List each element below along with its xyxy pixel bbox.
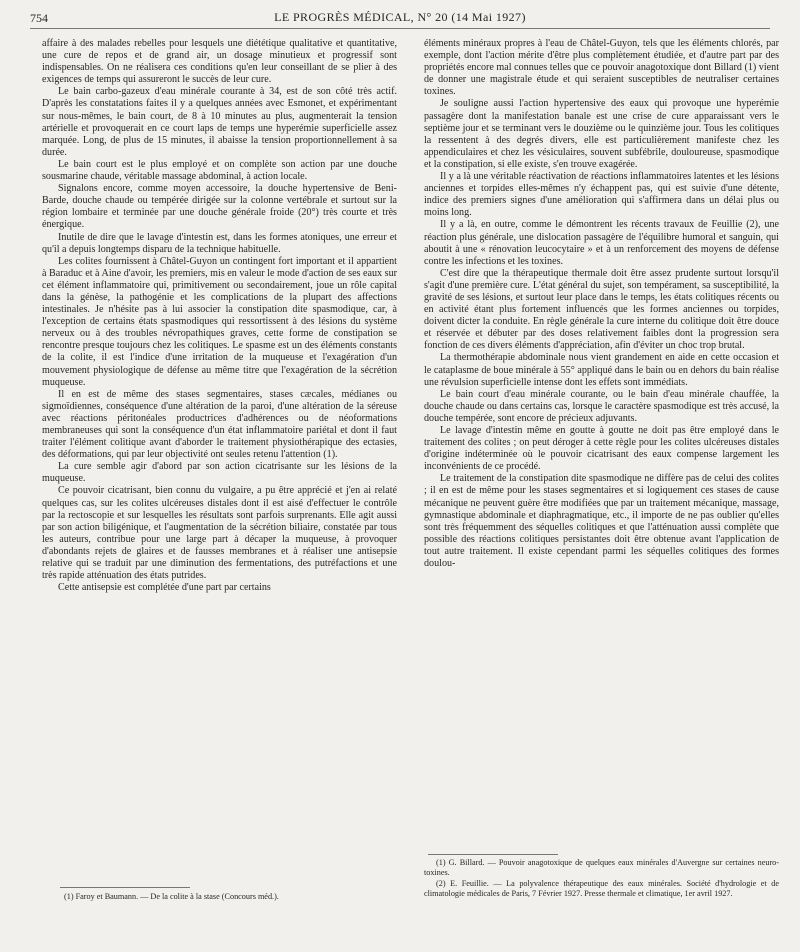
- page-header: [30, 8, 770, 29]
- paragraph: Le traitement de la constipation dite spasmodique ne diffère pas de celui des colites ; il en est de même pour les stases segmentaires et si logiquement ces stases de cause mécanique ne peuvent guère être modifiées que par un traitement mécanique, massage, gymnastique abdominale et diaphragmatique, etc., il importe de ne pas oublier qu'elles sont très fréquemment des séquelles colitiques et que l'atténuation aussi complète que possible des réactions colitiques persistantes doit être obtenue avant l'application de tout autre traitement. Il existe cependant parmi les séquelles colitiques des formes doulou-: [424, 473, 779, 570]
- paragraph: Il y a là une véritable réactivation de réactions inflammatoires latentes et les lésions anciennes et torpides elles-mêmes n'y échappent pas, qui est suivie d'une détente, indice des premiers signes d'une amélioration qui s'affirmera dans un délai plus ou moins long.: [424, 171, 779, 219]
- paragraph: Signalons encore, comme moyen accessoire, la douche hypertensive de Beni-Barde, douche chaude ou tempérée dirigée sur la colonne vertébrale et surtout sur la région lombaire et terminée par une douche générale froide (20°) très courte et très énergique.: [42, 183, 397, 231]
- paragraph: Il y a là, en outre, comme le démontrent les récents travaux de Feuillie (2), une réaction plus générale, une dislocation passagère de l'équilibre humoral et sanguin, qui aboutit à une « rénovation leucocytaire » et à un renforcement des moyens de défense contre les infections et les toxines.: [424, 219, 779, 267]
- paragraph: Le bain court d'eau minérale courante, ou le bain d'eau minérale chauffée, la douche chaude ou dans certains cas, lorsque le caractère spasmodique est très accusé, la douche tempérée, sont encore de précieux adjuvants.: [424, 388, 779, 424]
- paragraph: C'est dire que la thérapeutique thermale doit être assez prudente surtout lorsqu'il s'agit d'une première cure. L'état général du sujet, son tempérament, sa susceptibilité, la gravité de ses lésions, et surtout leur place dans le temps, les états colitiques récents ou en activité étant plus fortement influencés que les formes anciennes ou torpides, doivent dicter la conduite. En règle générale la cure interne du colitique doit être douce et réservée et débuter par des doses relativement faibles dont la progression sera fonction de ces divers éléments d'appréciation, afin d'éviter un choc trop brutal.: [424, 267, 779, 352]
- footnote-divider: [60, 887, 190, 888]
- paragraph: Je souligne aussi l'action hypertensive des eaux qui provoque une hyperémie passagère dont la manifestation banale est une crise de cure apparaissant vers le septième jour et se terminant vers le douzième ou le quinzième jour. Tous les colitiques la ressentent à des degrés divers, elle est particulièrement manifeste chez les appendiculaires et chez les vésiculaires, souvent subfébrile, douloureuse, spasmodique et la constipation, si elle existe, s'en trouve exagérée.: [424, 98, 779, 170]
- paragraph: Les colites fournissent à Châtel-Guyon un contingent fort important et il appartient à Baraduc et à Aine d'avoir, les premiers, mis en valeur le mode d'action de ses eaux sur cet élément inflammatoire qui, primitivement ou secondairement, joue un rôle capital dans la génèse, la pathogénie et les complications de la plupart des affections intestinales. Je n'hésite pas à lui associer la constipation dite spasmodique, car, à l'exception de certains états spasmodiques qui ressortissent à des lésions du système nerveux ou à des troubles névropathiques graves, cette forme de constipation se rencontre presque toujours chez les colitiques. Le spasme est un des éléments constants de la colite, il est l'indice d'une irritation de la muqueuse et l'exagération d'un mouvement physiologique de défense au même titre que l'exagération de la sécrétion muqueuse.: [42, 255, 397, 388]
- paragraph: Inutile de dire que le lavage d'intestin est, dans les formes atoniques, une erreur et qu'il a depuis longtemps disparu de la technique habituelle.: [42, 231, 397, 255]
- paragraph: éléments minéraux propres à l'eau de Châtel-Guyon, tels que les éléments chlorés, par exemple, dont l'action mérite d'être plus complètement étudiée, et d'autre part par des propriétés encore mal connues telles que ce pouvoir anagotoxique dont Billard (1) vient de donner une magistrale étude et qui seraient susceptibles de neutraliser certaines toxines.: [424, 38, 779, 98]
- paragraph: Cette antisepsie est complétée d'une part par certains: [58, 582, 271, 594]
- footnote: (1) G. Billard. — Pouvoir anagotoxique de quelques eaux minérales d'Auvergne sur certaines neuro-toxines.: [424, 858, 779, 878]
- running-title: LE PROGRÈS MÉDICAL, N° 20 (14 Mai 1927): [274, 10, 526, 24]
- paragraph: Le bain carbo-gazeux d'eau minérale courante à 34, est de son côté très actif. D'après les constatations faites il y a quelques années avec Esmonet, et expérimentant sur nous-mêmes, le bain court, de 8 à 10 minutes au plus, augmenterait la tension artérielle et provoquerait en ce court laps de temps une hyperémie superficielle assez marquée. Long, de plus de 15 minutes, il abaisse la tension proportionnellement à sa durée.: [42, 86, 397, 158]
- paragraph: La cure semble agir d'abord par son action cicatrisante sur les lésions de la muqueuse.: [42, 461, 397, 485]
- paragraph: Il en est de même des stases segmentaires, stases cæcales, médianes ou sigmoïdiennes, conséquence d'une altération de la paroi, d'une altération de la séreuse avec réactions péritonéales productrices d'adhérences ou de néoformations membraneuses qui sont la conséquence d'un état inflammatoire pariétal et dont il faut traiter l'élément colitique avant d'aborder le traitement physiothérapique des ectasies, des déformations, qui par leur objectivité ont seules retenu l'attention (1).: [42, 388, 397, 461]
- page-number: 754: [30, 11, 48, 25]
- footnote: (1) Faroy et Baumann. — De la colite à la stase (Concours méd.).: [64, 892, 279, 901]
- footnote-divider: [428, 854, 558, 855]
- paragraph: Le lavage d'intestin même en goutte à goutte ne doit pas être employé dans le traitement des colites ; on peut déroger à cette règle pour les colites ulcéreuses distales d'origine indéterminée où le pouvoir cicatrisant des eaux compense largement les inconvénients de ce procédé.: [424, 425, 779, 473]
- footnote: (2) E. Feuillie. — La polyvalence thérapeutique des eaux minérales. Société d'hydrologie et de climatologie médicales de Paris, 7 Février 1927. Presse thermale et climatique, 1er avril 1927.: [424, 878, 779, 899]
- footnotes-left: [52, 892, 392, 902]
- left-column: [42, 38, 397, 594]
- paragraph: affaire à des malades rebelles pour lesquels une diététique qualitative et quantitative, une cure de repos et de grand air, un dosage minutieux et progressif sont indispensables. On ne réalisera ces conditions qu'en leur conseillant de se plier à des exigences de temps qui assureront le succès de leur cure.: [42, 38, 397, 86]
- paragraph: Le bain court est le plus employé et on complète son action par une douche sousmarine chaude, véritable massage abdominal, à action locale.: [42, 158, 397, 183]
- paragraph: La thermothérapie abdominale nous vient grandement en aide en cette occasion et le cataplasme de boue minérale à 55° appliqué dans le bain ou en dehors du bain réalise une révulsion superficielle intense dont les effets sont immédiats.: [424, 352, 779, 388]
- right-column: [424, 38, 779, 570]
- footnotes-right: [424, 858, 779, 900]
- paragraph: Ce pouvoir cicatrisant, bien connu du vulgaire, a pu être apprécié et j'en ai relaté quelques cas, sur les colites ulcéreuses distales dont il est aisé d'effectuer le contrôle par la rectoscopie et sur lesquelles les résultats sont parfois surprenants. Elle agit aussi par son action biligénique, et l'augmentation de la sécrétion biliaire, constatée par tous les auteurs, contribue pour une large part à décaper la muqueuse, à provoquer d'abondants rejets de glaires et de fausses membranes et à réaliser une antisepsie relative qui se traduit par une diminution des fermentations, des putréfactions et une très rapide atténuation des états putrides.: [42, 485, 397, 582]
